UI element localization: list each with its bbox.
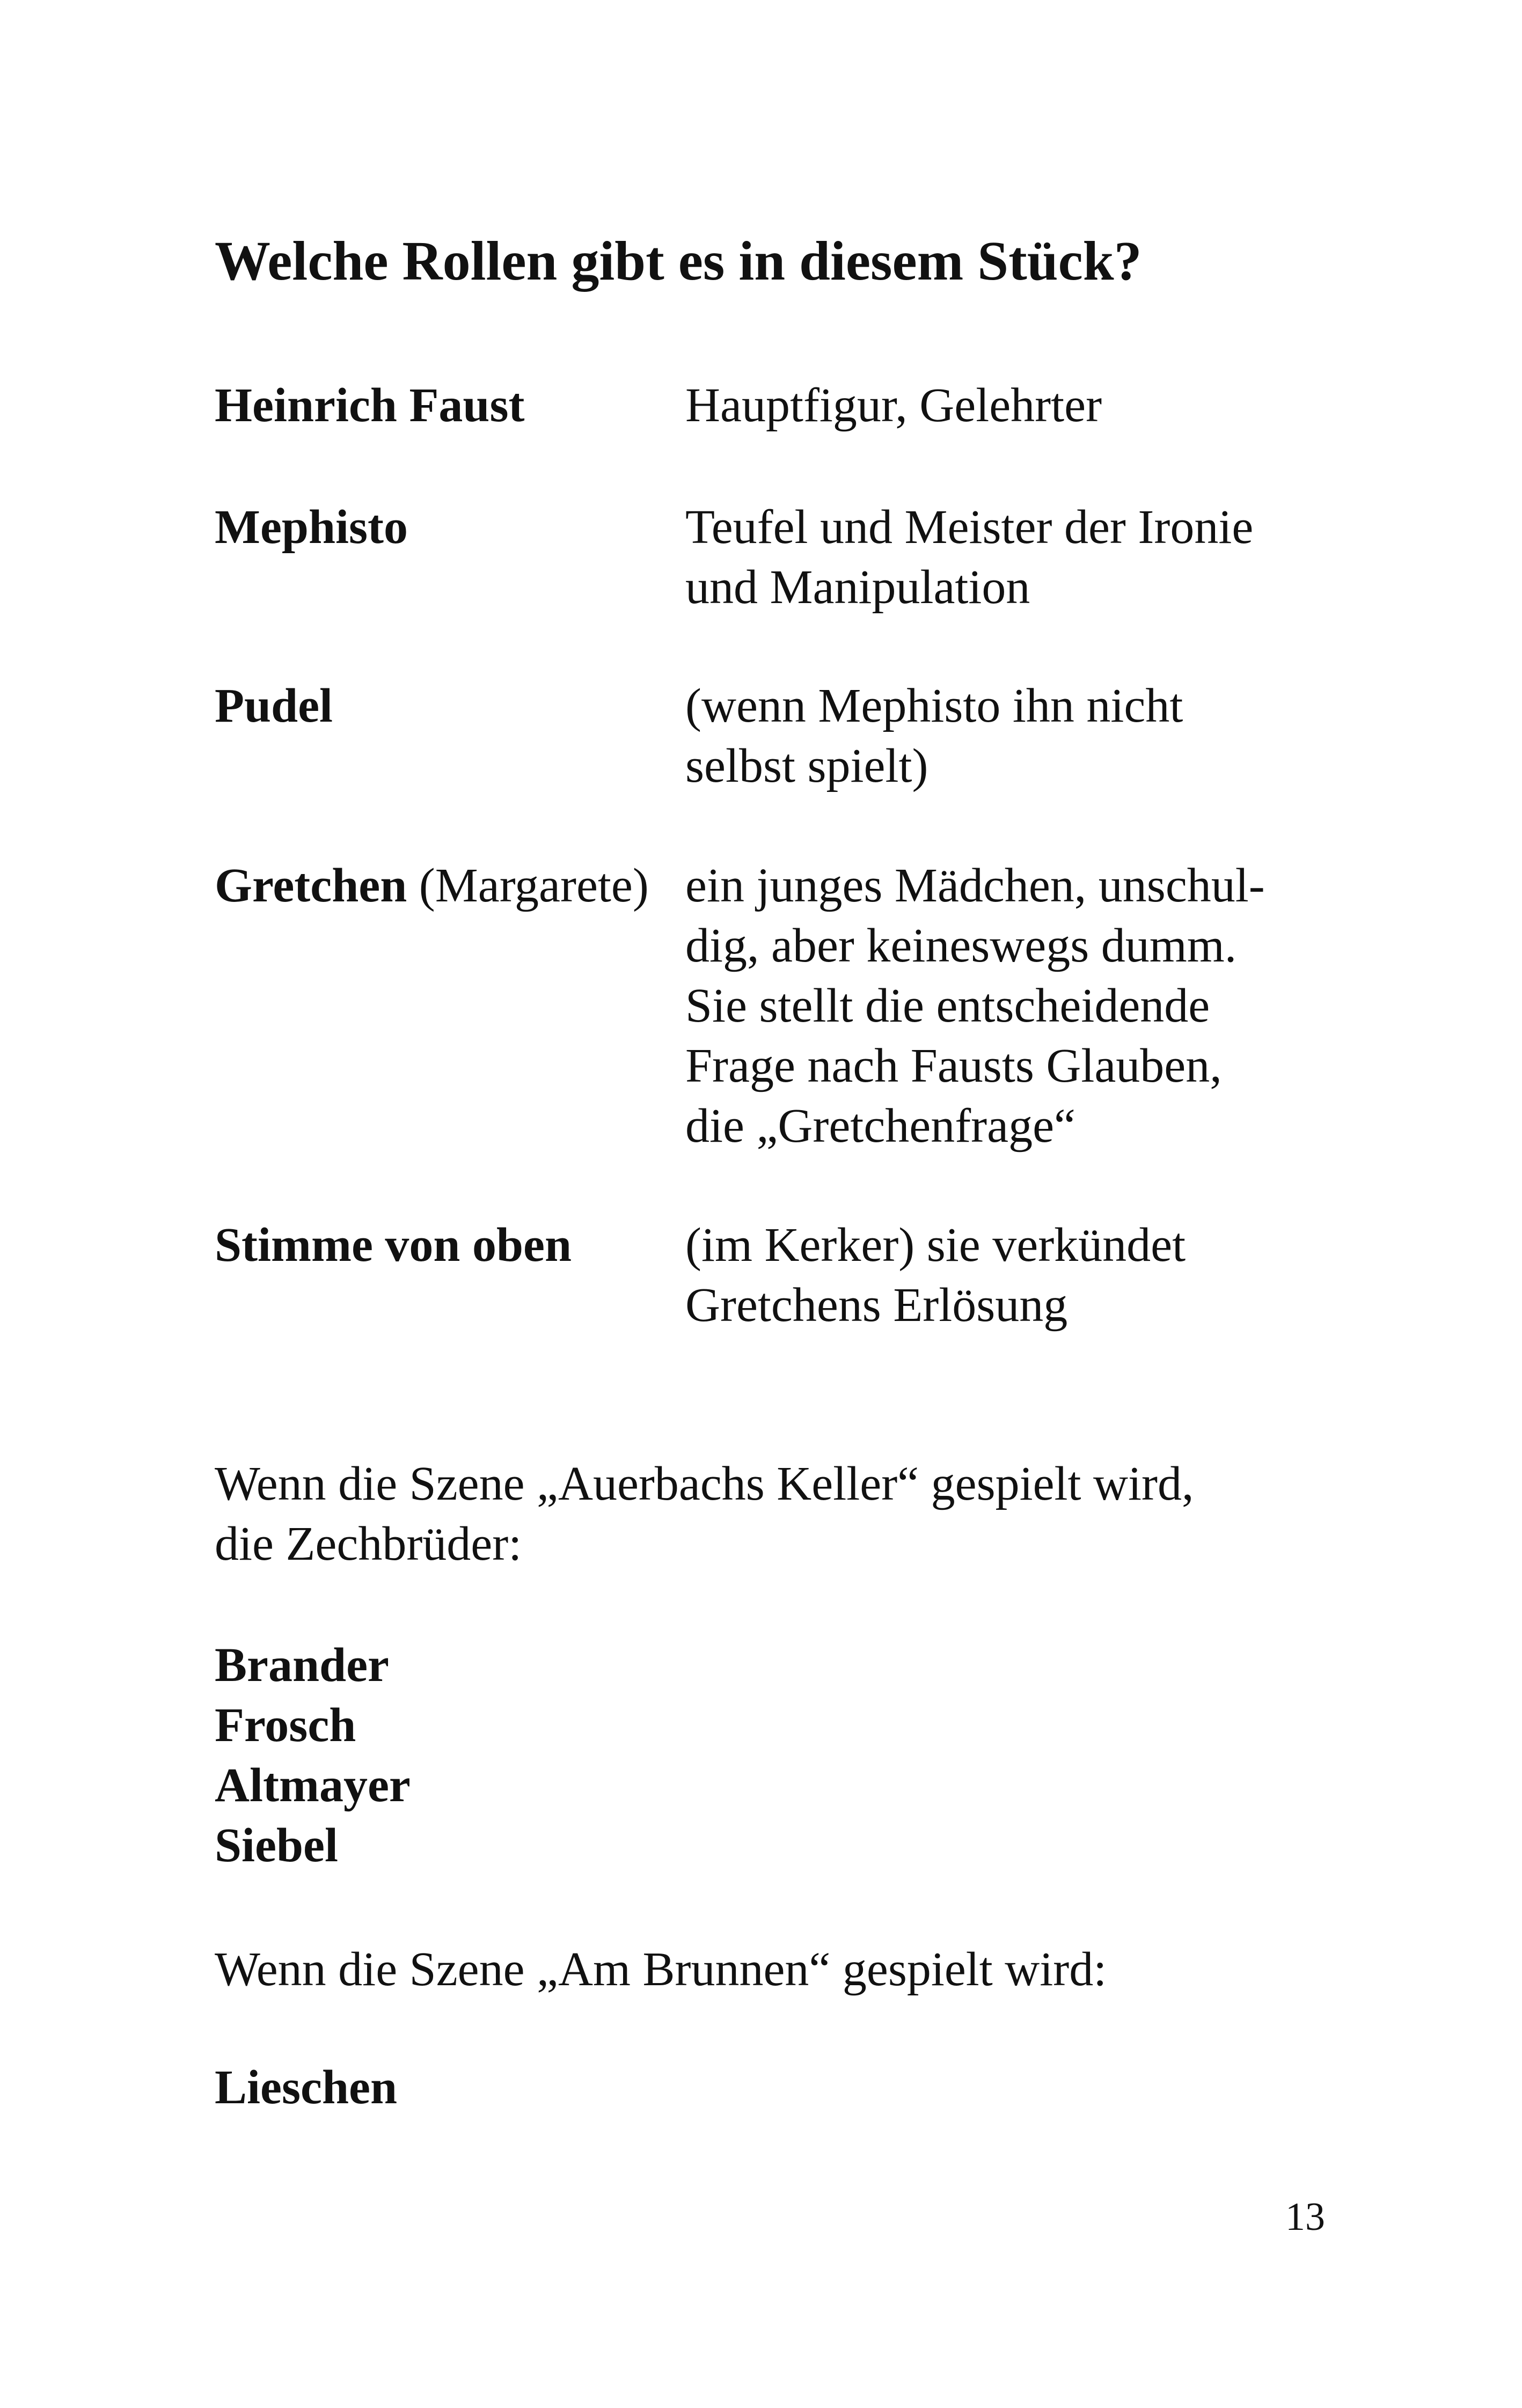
auerbach-name-list <box>215 1635 411 1876</box>
role-name <box>215 856 649 916</box>
character-name: Siebel <box>215 1819 339 1872</box>
role-name <box>215 676 333 736</box>
role-name <box>215 497 408 557</box>
role-description-line: (im Kerker) sie verkündet <box>685 1218 1186 1272</box>
role-description-line: und Manipulation <box>685 561 1030 614</box>
role-description <box>685 676 1383 796</box>
role-name-text: Heinrich Faust <box>215 379 525 432</box>
role-description <box>685 856 1383 1156</box>
role-entry-mephisto <box>215 497 1342 618</box>
role-description-line: Sie stellt die entscheidende <box>685 979 1210 1032</box>
role-name <box>215 376 525 436</box>
role-description-line: (wenn Mephisto ihn nicht <box>685 679 1183 732</box>
brunnen-intro <box>215 1940 1107 2000</box>
role-name-text: Gretchen <box>215 859 407 912</box>
role-description <box>685 376 1383 436</box>
character-name: Altmayer <box>215 1759 411 1812</box>
character-name: Brander <box>215 1639 389 1692</box>
role-description-line: selbst spielt) <box>685 739 928 792</box>
role-name-text: Mephisto <box>215 501 408 554</box>
role-entry-gretchen <box>215 856 1342 1156</box>
role-name <box>215 1215 572 1275</box>
role-description-line: Hauptfigur, Gelehrter <box>685 379 1102 432</box>
role-description-line: Teufel und Meister der Ironie <box>685 501 1254 554</box>
page-number: 13 <box>1285 2195 1325 2239</box>
role-name-extra: (Margarete) <box>407 859 649 912</box>
character-name: Frosch <box>215 1699 356 1752</box>
page-title: Welche Rollen gibt es in diesem Stück? <box>215 230 1142 292</box>
role-description <box>685 497 1383 618</box>
role-name-text: Stimme von oben <box>215 1218 572 1272</box>
auerbach-intro <box>215 1454 1194 1574</box>
role-entry-stimme-von-oben <box>215 1215 1342 1335</box>
role-description-line: Gretchens Erlösung <box>685 1279 1068 1332</box>
character-name: Lieschen <box>215 2061 398 2114</box>
role-description-line: dig, aber keineswegs dumm. <box>685 919 1237 972</box>
brunnen-name-list <box>215 2058 397 2118</box>
intro-line: Wenn die Szene „Auerbachs Keller“ gespielt wird, <box>215 1457 1194 1510</box>
role-entry-faust <box>215 376 1342 436</box>
intro-line: die Zechbrüder: <box>215 1517 522 1570</box>
role-entry-pudel <box>215 676 1342 796</box>
role-description-line: Frage nach Fausts Glauben, <box>685 1039 1222 1092</box>
intro-line: Wenn die Szene „Am Brunnen“ gespielt wird: <box>215 1943 1107 1996</box>
role-name-text: Pudel <box>215 679 333 732</box>
role-description <box>685 1215 1383 1335</box>
role-description-line: ein junges Mädchen, unschul- <box>685 859 1265 912</box>
role-description-line: die „Gretchenfrage“ <box>685 1099 1075 1152</box>
